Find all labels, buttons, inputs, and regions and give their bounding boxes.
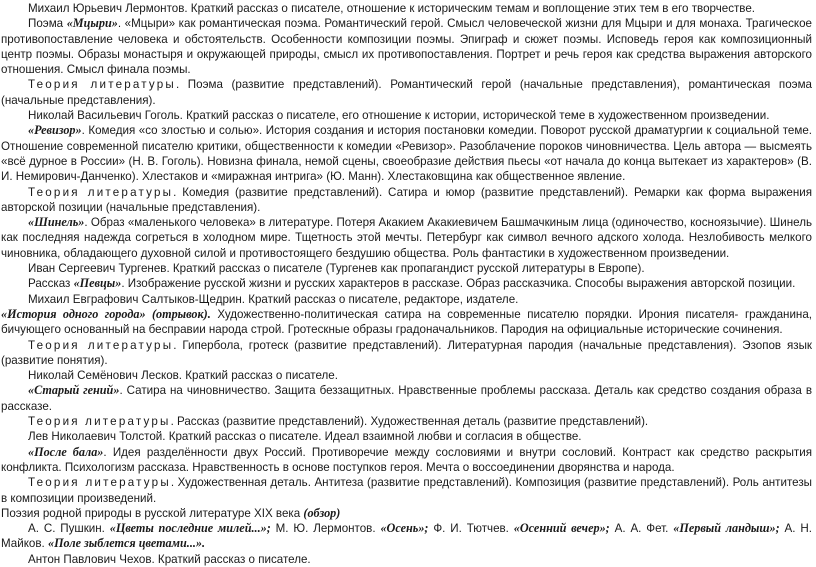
italic-title-span: «Цветы последние милей...»; <box>109 521 271 536</box>
text-span: А. С. Пушкин. <box>28 522 110 536</box>
document-paragraph <box>1 108 812 123</box>
document-paragraph <box>1 16 812 77</box>
italic-title-span: «Шинель» <box>28 215 85 230</box>
document-paragraph <box>1 506 812 521</box>
text-span: . Комедия «со злостью и солью». История создания и история постановки комедии. Поворот русской драматургии к социальной теме. Отношение современной писателю критики, общественности к комедии «Ревизор». Разоблачение пороков чиновничества. Цель автора — высмеять «всё дурное в России» (Н. В. Гоголь). Новизна финала, немой сцены, своеобразие действия пьесы «от начала до конца вытекает из характеров» (В. И. Немирович-Данченко). Хлестаков и «миражная интрига» (Ю. Манн). Хлестаковщина как общественное явление. <box>1 124 812 184</box>
document-paragraph <box>1 383 812 414</box>
text-span: . Комедия (развитие представлений). Сатира и юмор (развитие представлений). Ремарки как форма выражения авторской позиции (начальные представления). <box>1 185 812 214</box>
document-paragraph <box>1 215 812 261</box>
text-span: . Образ «маленького человека» в литературе. Потеря Акакием Акакиевичем Башмачкиным лица (одиночество, косноязычие). Шинель как последняя надежда согреться в холодном мире. Тщетность этой мечты. Петербург как символ вечного адского холода. Незлобивость мелкого чиновника, обладающего духовной силой и противостоящего бездушию общества. Роль фантастики в художественном произведении. <box>1 216 812 260</box>
document-paragraph <box>1 261 812 276</box>
section-label-span: Теория литературы <box>28 415 171 429</box>
section-label-span: Теория литературы <box>28 78 176 92</box>
text-span: Рассказ <box>28 277 74 291</box>
section-label-span: Теория литературы <box>28 338 174 352</box>
text-span: . Художественная деталь. Антитеза (развитие представлений). Композиция (развитие представлений). Роль антитезы в композиции произведений. <box>1 476 812 505</box>
document-paragraph <box>1 307 812 338</box>
text-span: . Рассказ (развитие представлений). Художественная деталь (развитие представлений). <box>170 415 649 429</box>
document-paragraph <box>1 445 812 476</box>
text-span: Николай Васильевич Гоголь. Краткий рассказ о писателе, его отношение к истории, исторической теме в художественном произведении. <box>28 109 770 123</box>
italic-title-span: «Старый гений» <box>28 383 120 398</box>
text-span: Лев Николаевич Толстой. Краткий рассказ о писателе. Идеал взаимной любви и согласия в обществе. <box>28 430 582 444</box>
italic-title-span: «Ревизор» <box>28 123 82 138</box>
document-paragraph <box>1 338 812 369</box>
section-label-span: Теория литературы <box>28 476 171 490</box>
document-paragraph <box>1 414 812 429</box>
document-paragraph <box>1 521 812 552</box>
section-label-span: Теория литературы <box>28 185 174 199</box>
italic-title-span: «Осенний вечер»; <box>513 521 610 536</box>
document-paragraph <box>1 552 812 567</box>
document-paragraph <box>1 77 812 108</box>
document-paragraph <box>1 475 812 506</box>
italic-title-span: «Поле зыблется цветами...». <box>47 536 206 551</box>
document-paragraph <box>1 276 812 291</box>
text-span: . Поэма (развитие представлений). Романтический герой (начальные представления), романтическая поэма (начальные представления). <box>1 78 812 107</box>
document-paragraph <box>1 429 812 444</box>
italic-title-span: «После бала» <box>28 444 104 459</box>
italic-title-span: «Певцы» <box>73 276 122 291</box>
text-span: Поэма <box>28 17 67 31</box>
text-span: Поэзия родной природы в русской литературе XIX века <box>1 506 304 520</box>
text-span: А. Н. Майков. <box>1 522 812 551</box>
text-span: А. А. Фет. <box>609 522 674 536</box>
italic-title-span: «Первый ландыш»; <box>673 521 780 536</box>
document-paragraph <box>1 292 812 307</box>
document-paragraph <box>1 123 812 184</box>
italic-title-span: «Осень»; <box>380 521 429 536</box>
italic-title-span: «История одного города» (отрывок). <box>1 306 211 321</box>
text-span: . «Мцыри» как романтическая поэма. Романтический герой. Смысл человеческой жизни для Мцыри и для монаха. Трагическое противопоставление человека и обстоятельств. Особенности композиции поэмы. Эпиграф и сюжет поэмы. Исповедь героя как композиционный центр поэмы. Образы монастыря и окружающей природы, смысл их противопоставления. Портрет и речь героя как средства выражения авторского отношения. Смысл финала поэмы. <box>1 17 813 77</box>
text-span: Иван Сергеевич Тургенев. Краткий рассказ о писателе (Тургенев как пропагандист русской литературы в Европе). <box>28 262 645 276</box>
text-span: Антон Павлович Чехов. Краткий рассказ о писателе. <box>28 552 311 566</box>
document-paragraph <box>1 368 812 383</box>
text-span: Николай Семёнович Лесков. Краткий рассказ о писателе. <box>28 369 338 383</box>
text-span: Художественно-политическая сатира на современные писателю порядки. Ирония писателя- гражданина, бичующего основанный на бесправии народа строй. Гротескные образы градоначальников. Пародия на официальные исторические сочинения. <box>1 307 812 337</box>
text-span: Ф. И. Тютчев. <box>428 522 514 536</box>
text-span: Михаил Юрьевич Лермонтов. Краткий рассказ о писателе, отношение к историческим темам и воплощение этих тем в его творчестве. <box>28 2 756 15</box>
text-span: . Изображение русской жизни и русских характеров в рассказе. Образ рассказчика. Способы выражения авторской позиции. <box>121 277 796 291</box>
italic-title-span: (обзор) <box>303 505 341 520</box>
text-span: . Сатира на чиновничество. Защита беззащитных. Нравственные проблемы рассказа. Деталь как средство создания образа в рассказе. <box>1 384 812 413</box>
document-paragraph <box>1 185 812 216</box>
document-paragraph <box>1 1 812 16</box>
italic-title-span: «Мцыри» <box>66 16 118 31</box>
text-span: М. Ю. Лермонтов. <box>270 522 381 536</box>
text-span: . Идея разделённости двух Россий. Противоречие между сословиями и внутри сословий. Контраст как средство раскрытия конфликта. Психологизм рассказа. Нравственность в основе поступков героя. Мечта о воссоединении дворянства и народа. <box>1 445 812 474</box>
text-span: . Гипербола, гротеск (развитие представлений). Литературная пародия (начальные представления). Эзопов язык (развитие понятия). <box>1 338 812 367</box>
text-span: Михаил Евграфович Салтыков-Щедрин. Краткий рассказ о писателе, редакторе, издателе. <box>28 292 519 306</box>
